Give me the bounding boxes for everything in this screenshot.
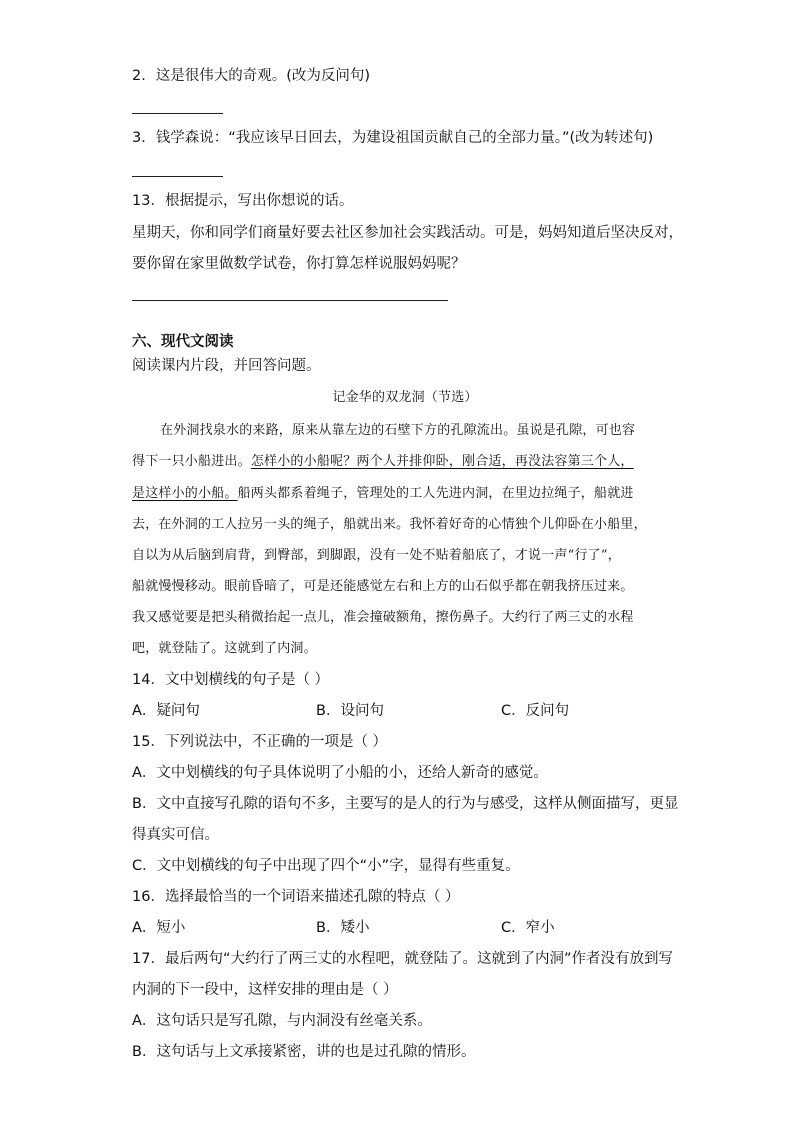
- question-2: 2．这是很伟大的奇观。(改为反问句): [132, 68, 371, 84]
- option-c[interactable]: C．文中划横线的句子中出现了四个“小”字，显得有些重复。: [132, 858, 520, 874]
- option-b[interactable]: B．设问句: [316, 703, 384, 719]
- option-b-continued: 得真实可信。: [132, 827, 219, 843]
- question-17: 17．最后两句“大约行了两三丈的水程吧，就登陆了。这就到了内洞”作者没有放到写: [132, 951, 673, 967]
- passage-line: [132, 452, 634, 472]
- option-c[interactable]: C．窄小: [501, 920, 555, 936]
- passage-text: 船两头都系着绳子，管理处的工人先进内洞，在里边拉绳子，船就进: [237, 486, 634, 501]
- passage-line: 自以为从后脑到肩背，到臀部，到脚跟，没有一处不贴着船底了，才说一声“行了”，: [132, 548, 621, 563]
- option-b[interactable]: B．文中直接写孔隙的语句不多，主要写的是人的行为与感受，这样从侧面描写，更显: [132, 796, 679, 812]
- question-13-title: 13．根据提示，写出你想说的话。: [132, 193, 354, 209]
- question-16: 16．选择最恰当的一个词语来描述孔隙的特点（ ）: [132, 889, 460, 905]
- passage-line: [132, 484, 634, 504]
- option-a[interactable]: A．文中划横线的句子具体说明了小船的小，还给人新奇的感觉。: [132, 765, 548, 781]
- answer-line[interactable]: [132, 300, 448, 301]
- question-17-continued: 内洞的下一段中，这样安排的理由是（ ）: [132, 982, 398, 998]
- passage-line: 吧，就登陆了。这就到了内洞。: [132, 641, 317, 656]
- question-15: 15．下列说法中，不正确的一项是（ ）: [132, 734, 388, 750]
- section-heading: 六、现代文阅读: [132, 334, 234, 350]
- passage-line: 在外洞找泉水的来路，原来从靠左边的石壁下方的孔隙流出。虽说是孔隙，可也容: [160, 423, 636, 438]
- option-c[interactable]: C．反问句: [501, 703, 570, 719]
- underlined-sentence: 是这样小的小船。: [132, 486, 238, 501]
- question-13-prompt-line: 星期天，你和同学们商量好要去社区参加社会实践活动。可是，妈妈知道后坚决反对，: [132, 225, 683, 241]
- question-3: 3．钱学森说：“我应该早日回去，为建设祖国贡献自己的全部力量。”(改为转述句): [132, 130, 654, 146]
- section-intro: 阅读课内片段，并回答问题。: [132, 358, 321, 374]
- passage-text: 得下一只小船进出。: [132, 454, 251, 469]
- passage-line: 我又感觉要是把头稍微抬起一点儿，准会撞破额角，擦伤鼻子。大约行了两三丈的水程: [132, 610, 634, 625]
- passage-line: 船就慢慢移动。眼前昏暗了，可是还能感觉左右和上方的山石似乎都在朝我挤压过来。: [132, 579, 634, 594]
- question-14: 14．文中划横线的句子是（ ）: [132, 672, 330, 688]
- option-b[interactable]: B．这句话与上文承接紧密，讲的也是过孔隙的情形。: [132, 1044, 476, 1060]
- answer-line[interactable]: [132, 113, 223, 114]
- question-13-prompt-line: 要你留在家里做数学试卷，你打算怎样说服妈妈呢？: [132, 256, 466, 272]
- answer-line[interactable]: [132, 176, 223, 177]
- option-a[interactable]: A．这句话只是写孔隙，与内洞没有丝毫关系。: [132, 1013, 432, 1029]
- passage-line: 去，在外洞的工人拉另一头的绳子，船就出来。我怀着好奇的心情独个儿仰卧在小船里，: [132, 517, 647, 532]
- option-a[interactable]: A．短小: [132, 920, 186, 936]
- option-a[interactable]: A．疑问句: [132, 703, 200, 719]
- option-b[interactable]: B．矮小: [316, 920, 370, 936]
- passage-title: 记金华的双龙洞（节选）: [332, 390, 478, 405]
- underlined-sentence: 怎样小的小船呢？两个人并排仰卧，刚合适，再没法容第三个人，: [250, 454, 634, 469]
